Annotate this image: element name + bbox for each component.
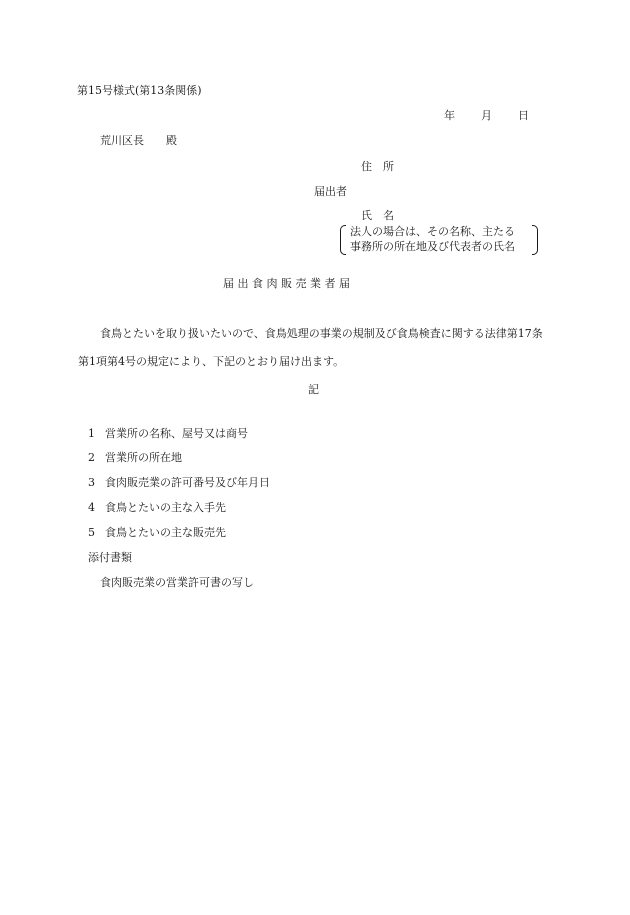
- date-year: 年: [444, 109, 455, 122]
- item-number: 1: [88, 427, 95, 440]
- item-text: 営業所の名称、屋号又は商号: [105, 427, 248, 440]
- left-bracket: [340, 225, 346, 255]
- ki-heading: 記: [308, 383, 319, 396]
- corporate-note: [340, 225, 538, 255]
- corporate-note-line1: 法人の場合は、その名称、主たる: [350, 225, 515, 238]
- list-item: [88, 501, 226, 515]
- item-number: 5: [88, 526, 95, 539]
- right-bracket: [532, 225, 538, 255]
- name-label: 氏 名: [361, 209, 394, 222]
- item-number: 2: [88, 451, 95, 464]
- item-text: 営業所の所在地: [105, 451, 182, 464]
- address-label: 住 所: [361, 160, 394, 173]
- list-item: [88, 427, 248, 441]
- attachment-item: 食肉販売業の営業許可書の写し: [100, 576, 254, 589]
- date-line: [444, 109, 529, 123]
- date-month: 月: [481, 109, 492, 122]
- body-paragraph: [78, 320, 548, 376]
- item-text: 食鳥とたいの主な販売先: [105, 526, 226, 539]
- body-text: 食鳥とたいを取り扱いたいので、食鳥処理の事業の規制及び食鳥検査に関する法律第17条第1項第4号の規定により、下記のとおり届け出ます。: [78, 327, 543, 368]
- item-number: 4: [88, 501, 95, 514]
- attachments-heading: 添付書類: [88, 551, 132, 564]
- item-text: 食肉販売業の許可番号及び年月日: [105, 476, 270, 489]
- corporate-note-line2: 事務所の所在地及び代表者の氏名: [350, 240, 515, 253]
- date-day: 日: [518, 109, 529, 122]
- item-number: 3: [88, 476, 95, 489]
- list-item: [88, 526, 226, 540]
- item-text: 食鳥とたいの主な入手先: [105, 501, 226, 514]
- list-item: [88, 476, 270, 490]
- document-title: 届 出 食 肉 販 売 業 者 届: [223, 277, 350, 290]
- form-number: 第15号様式(第13条関係): [77, 84, 202, 97]
- list-item: [88, 451, 182, 465]
- addressee: 荒川区長 殿: [100, 134, 177, 147]
- applicant-label: 届出者: [314, 185, 347, 198]
